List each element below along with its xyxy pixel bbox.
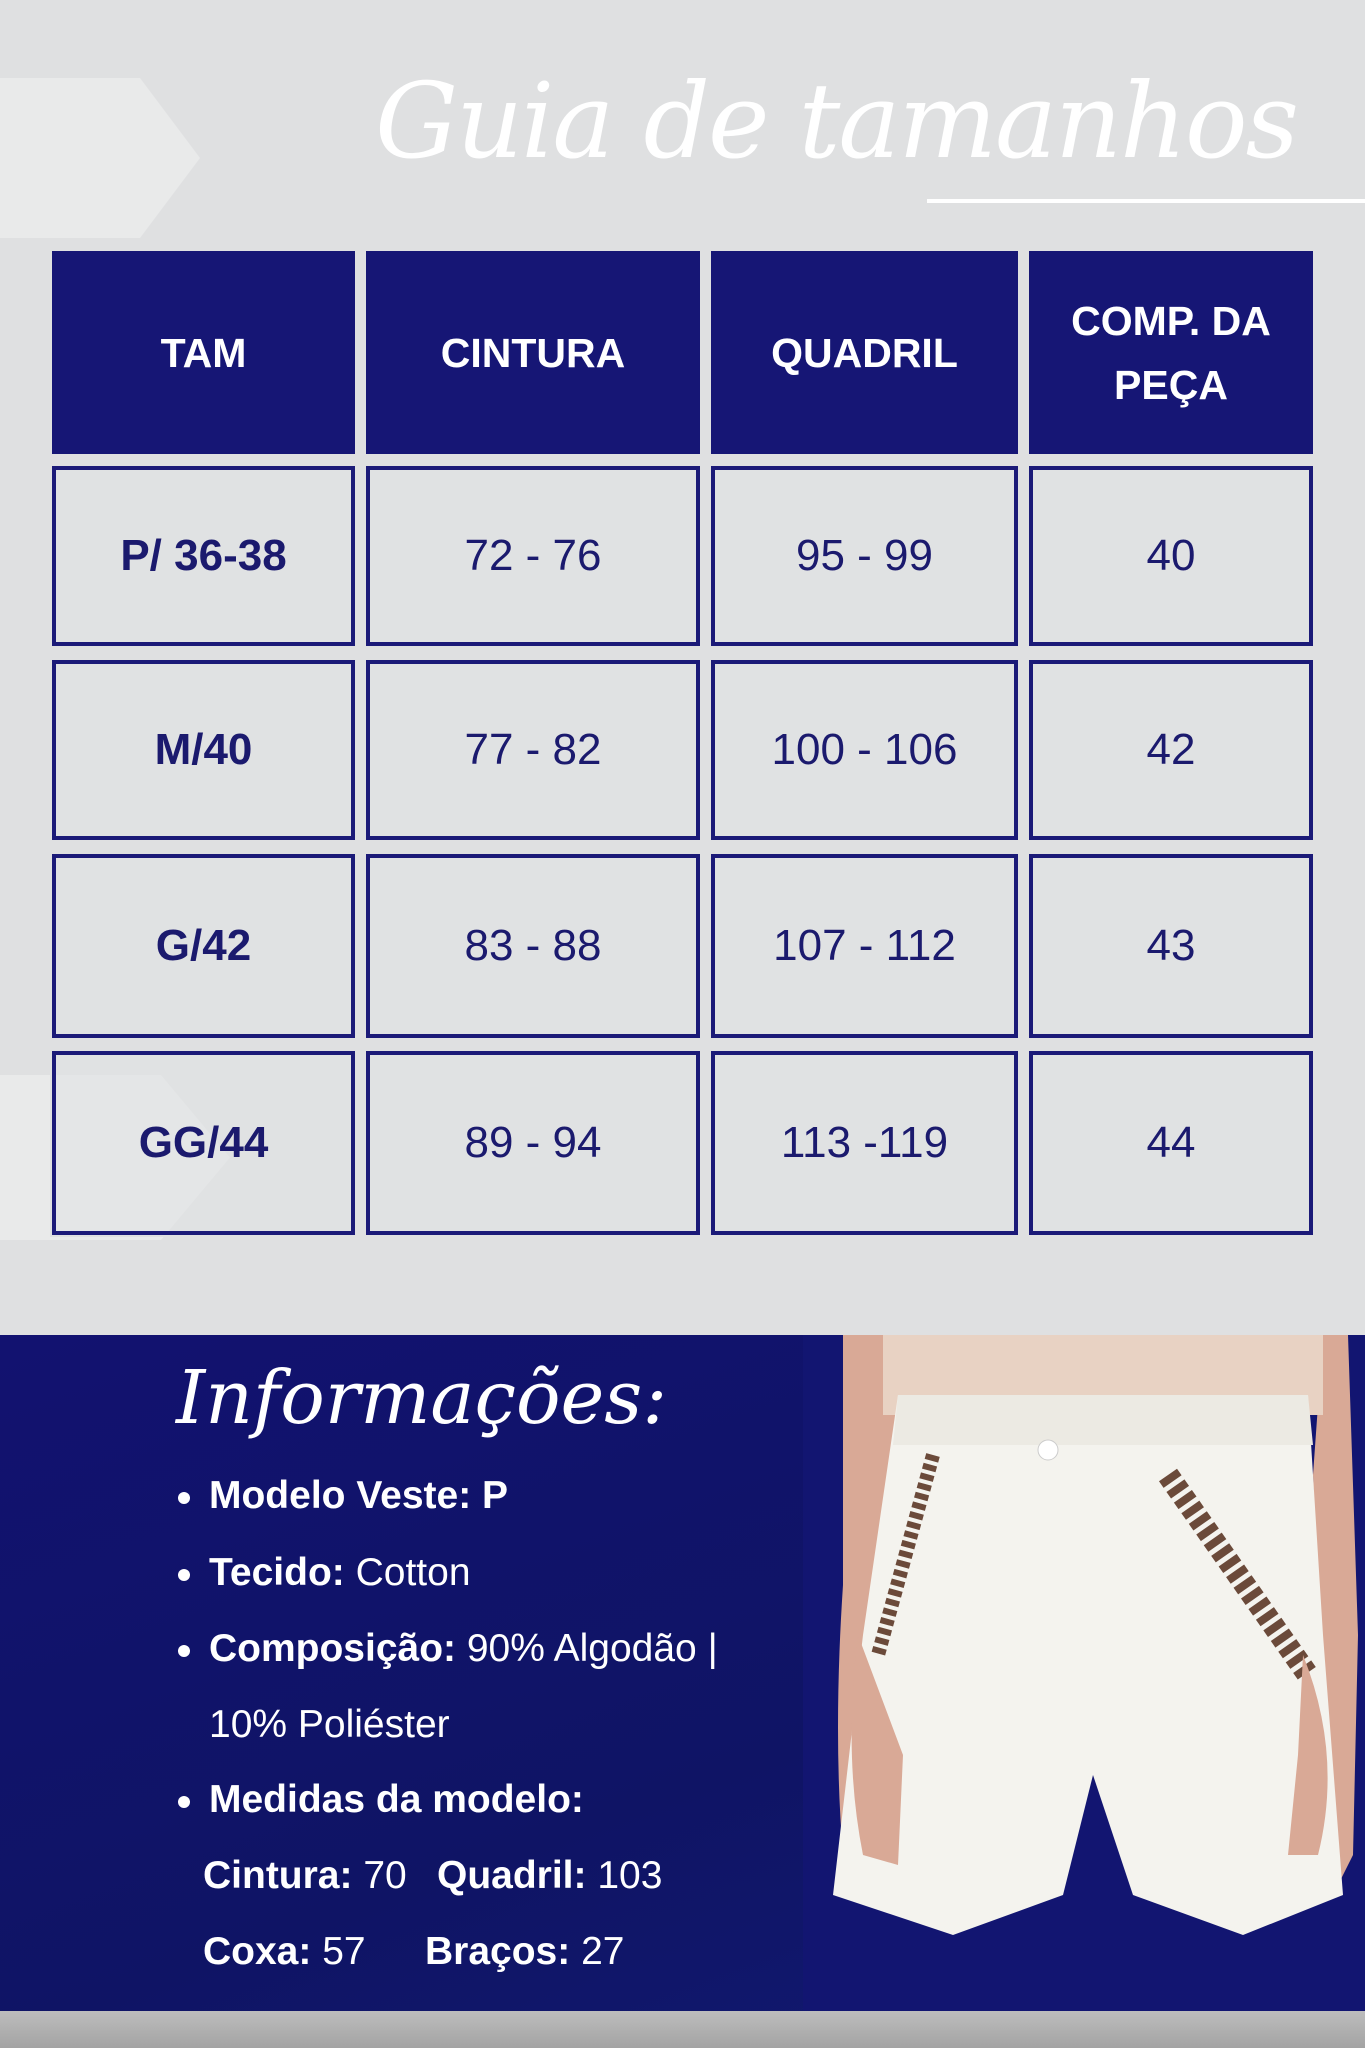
info-quadril	[437, 1854, 662, 1898]
cintura-value: 70	[352, 1854, 407, 1897]
size-cell: G/42	[52, 854, 355, 1038]
coxa-label: Coxa:	[203, 1930, 312, 1973]
measure-cell: 95 - 99	[711, 466, 1018, 646]
bracos-label: Braços:	[425, 1930, 571, 1973]
size-cell: P/ 36-38	[52, 466, 355, 646]
medidas-label: Medidas da modelo:	[209, 1778, 584, 1821]
coxa-value: 57	[311, 1930, 366, 1973]
page-title: Guia de tamanhos	[375, 60, 1297, 182]
background-decoration	[0, 78, 200, 238]
cintura-label: Cintura:	[203, 1854, 353, 1897]
measure-cell: 83 - 88	[366, 854, 700, 1038]
measure-cell: 72 - 76	[366, 466, 700, 646]
model-photo	[803, 1335, 1365, 2011]
composicao-value: 90% Algodão |	[456, 1627, 718, 1670]
info-title: Informações:	[176, 1355, 668, 1441]
measure-cell: 44	[1029, 1051, 1313, 1235]
info-coxa	[203, 1930, 366, 1974]
composicao-label: Composição:	[209, 1627, 457, 1670]
header-cintura: CINTURA	[366, 251, 700, 454]
info-composicao	[209, 1627, 718, 1671]
quadril-label: Quadril:	[437, 1854, 587, 1897]
info-bracos	[425, 1930, 624, 1974]
measure-cell: 113 -119	[711, 1051, 1018, 1235]
footer-bar	[0, 2011, 1365, 2048]
info-medidas	[209, 1778, 584, 1822]
size-cell: M/40	[52, 660, 355, 840]
measure-cell: 107 - 112	[711, 854, 1018, 1038]
measure-cell: 42	[1029, 660, 1313, 840]
measure-cell: 89 - 94	[366, 1051, 700, 1235]
tecido-value: Cotton	[344, 1551, 471, 1594]
bracos-value: 27	[570, 1930, 625, 1973]
tecido-label: Tecido:	[209, 1551, 345, 1594]
measure-cell: 43	[1029, 854, 1313, 1038]
modelo-label: Modelo Veste: P	[209, 1474, 509, 1517]
info-cintura	[203, 1854, 407, 1898]
quadril-value: 103	[586, 1854, 663, 1897]
info-composicao-cont: 10% Poliéster	[209, 1703, 450, 1746]
title-underline	[927, 199, 1365, 203]
measure-cell: 40	[1029, 466, 1313, 646]
header-tam: TAM	[52, 251, 355, 454]
size-cell: GG/44	[52, 1051, 355, 1235]
header-quadril: QUADRIL	[711, 251, 1018, 454]
bullet-icon	[178, 1569, 190, 1581]
info-tecido	[209, 1551, 471, 1595]
info-modelo	[209, 1474, 508, 1518]
bullet-icon	[178, 1645, 190, 1657]
measure-cell: 100 - 106	[711, 660, 1018, 840]
header-comp: COMP. DA PEÇA	[1029, 251, 1313, 454]
measure-cell: 77 - 82	[366, 660, 700, 840]
bullet-icon	[178, 1796, 190, 1808]
bullet-icon	[178, 1492, 190, 1504]
